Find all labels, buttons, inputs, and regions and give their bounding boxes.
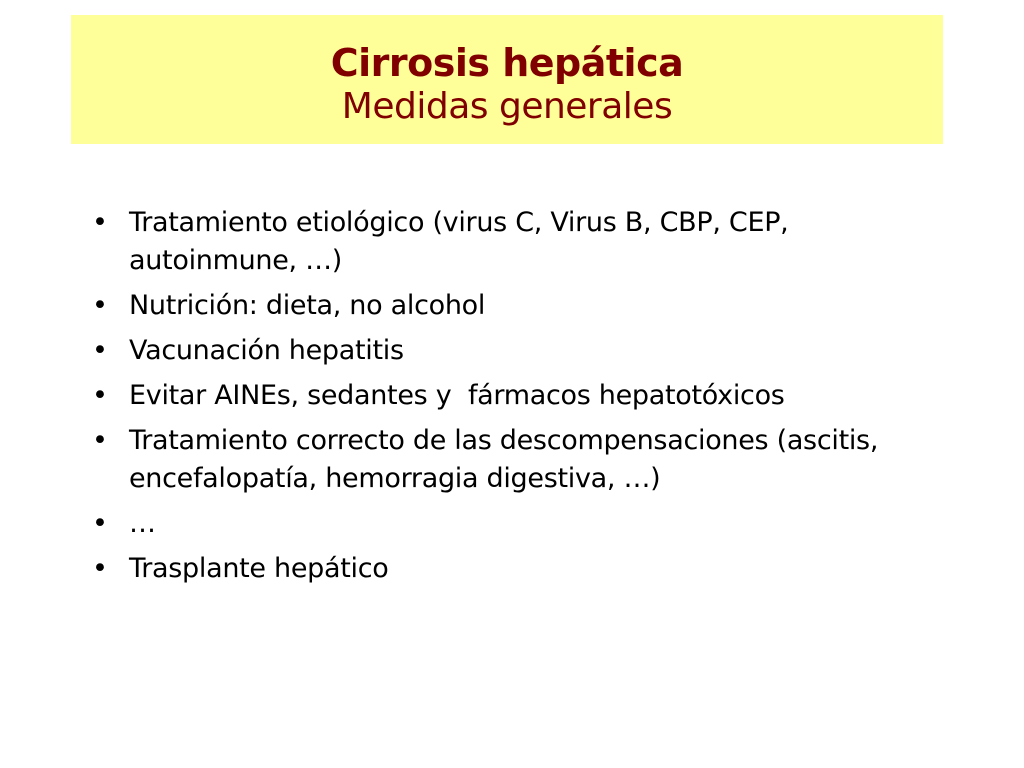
list-item xyxy=(92,332,952,370)
list-item-text: Nutrición: dieta, no alcohol xyxy=(129,290,486,321)
bullet-icon: • xyxy=(92,290,108,321)
list-item-text: Trasplante hepático xyxy=(129,553,389,584)
list-item-text: Tratamiento correcto de las descompensaciones (ascitis, encefalopatía, hemorragia digestiva, …) xyxy=(129,425,879,494)
title-banner xyxy=(71,15,943,144)
list-item xyxy=(92,422,952,498)
bullet-icon: • xyxy=(92,553,108,584)
list-item xyxy=(92,287,952,325)
list-item-text: Evitar AINEs, sedantes y fármacos hepatotóxicos xyxy=(129,380,785,411)
list-item xyxy=(92,204,952,280)
bullet-icon: • xyxy=(92,425,108,456)
bullet-icon: • xyxy=(92,335,108,366)
bullet-icon: • xyxy=(92,207,108,238)
list-item-text: … xyxy=(129,508,156,539)
list-item xyxy=(92,550,952,588)
list-item-text: Tratamiento etiológico (virus C, Virus B, CBP, CEP, autoinmune, …) xyxy=(129,207,789,276)
bullet-icon: • xyxy=(92,508,108,539)
slide-subtitle: Medidas generales xyxy=(341,86,673,127)
list-item xyxy=(92,505,952,543)
slide-title: Cirrosis hepática xyxy=(330,41,684,85)
bullet-icon: • xyxy=(92,380,108,411)
list-item xyxy=(92,377,952,415)
bullet-list xyxy=(92,204,952,595)
list-item-text: Vacunación hepatitis xyxy=(129,335,404,366)
